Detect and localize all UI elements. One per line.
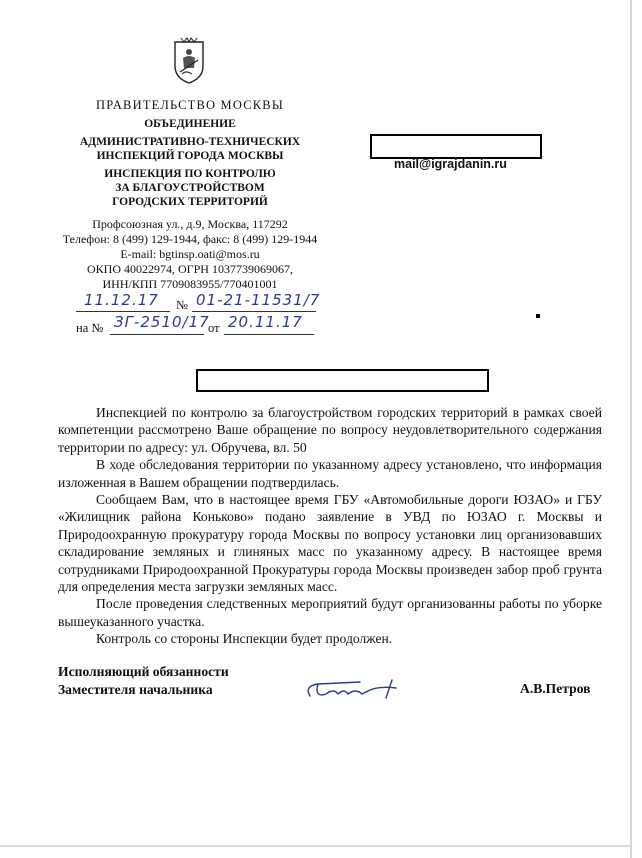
handwritten-signature — [300, 674, 420, 704]
page-edge-bottom — [0, 845, 632, 847]
page-edge-right — [630, 0, 632, 858]
reply-date: 20.11.17 — [228, 313, 303, 331]
phone-fax: Телефон: 8 (499) 129-1944, факс: 8 (499) 129-1944 — [62, 231, 318, 246]
reg-date-underline — [76, 311, 170, 312]
address: Профсоюзная ул., д.9, Москва, 117292 — [92, 216, 288, 231]
association-title: ОБЪЕДИНЕНИЕ — [144, 117, 236, 130]
reply-number-label: на № — [76, 321, 104, 335]
reply-from-label: от — [208, 321, 220, 335]
scan-speck — [536, 314, 540, 318]
letter-body — [58, 404, 602, 648]
signatory-position — [58, 663, 229, 698]
position-line2: Заместителя начальника — [58, 681, 213, 697]
paragraph-5: Контроль со стороны Инспекции будет продолжен. — [96, 631, 393, 647]
government-title: ПРАВИТЕЛЬСТВО МОСКВЫ — [96, 98, 284, 112]
letterhead — [62, 98, 318, 292]
inn-kpp: ИНН/КПП 7709083955/770401001 — [102, 276, 278, 291]
redacted-recipient-box — [370, 134, 542, 159]
reg-number: 01-21-11531/7 — [196, 291, 321, 309]
okpo-ogrn: ОКПО 40022974, ОГРН 1037739069067, — [87, 261, 293, 276]
redacted-addressee-box — [196, 369, 489, 392]
paragraph-3: Сообщаем Вам, что в настоящее время ГБУ «Автомобильные дороги ЮЗАО» и ГБУ «Жилищник района Коньково» подано заявление в УВД по ЮЗАО г. Москвы и Природоохранную прокуратуру города Москвы по вопросу установки лиц организовавших складирование земляных и глиняных масс по указанному адресу. В настоящее время сотрудниками Природоохранной Прокуратуры города Москвы произведен забор проб грунта для определения места загрузки земляных масс. — [58, 492, 602, 595]
reply-number-underline — [110, 334, 204, 335]
email: E-mail: bgtinsp.oati@mos.ru — [120, 246, 260, 261]
dept-name-line3: ГОРОДСКИХ ТЕРРИТОРИЙ — [112, 195, 268, 208]
org-name-line2: ИНСПЕКЦИЙ ГОРОДА МОСКВЫ — [96, 149, 284, 162]
moscow-emblem-icon — [172, 36, 206, 84]
dept-name-line1: ИНСПЕКЦИЯ ПО КОНТРОЛЮ — [104, 167, 276, 180]
reg-number-underline — [192, 311, 316, 312]
reply-date-underline — [224, 334, 314, 335]
paragraph-1: Инспекцией по контролю за благоустройством городских территорий в рамках своей компетенции рассмотрено Ваше обращение по вопросу неудовлетворительного содержания территории по адресу: ул. Обручева, вл. 50 — [58, 405, 602, 455]
paragraph-2: В ходе обследования территории по указанному адресу установлено, что информация изложенная в Вашем обращении подтвердилась. — [58, 457, 602, 490]
org-name-line1: АДМИНИСТРАТИВНО-ТЕХНИЧЕСКИХ — [79, 135, 301, 148]
signatory-name: А.В.Петров — [520, 681, 591, 696]
reg-date: 11.12.17 — [84, 291, 159, 309]
reg-number-label: № — [176, 298, 188, 312]
paragraph-4: После проведения следственных мероприятий будут организованны работы по уборке вышеуказанного участка. — [58, 596, 602, 629]
position-line1: Исполняющий обязанности — [58, 664, 229, 679]
dept-name-line2: ЗА БЛАГОУСТРОЙСТВОМ — [115, 181, 265, 194]
reply-number: ЗГ-2510/17 — [114, 313, 210, 331]
recipient-email: mail@igrajdanin.ru — [394, 157, 507, 171]
